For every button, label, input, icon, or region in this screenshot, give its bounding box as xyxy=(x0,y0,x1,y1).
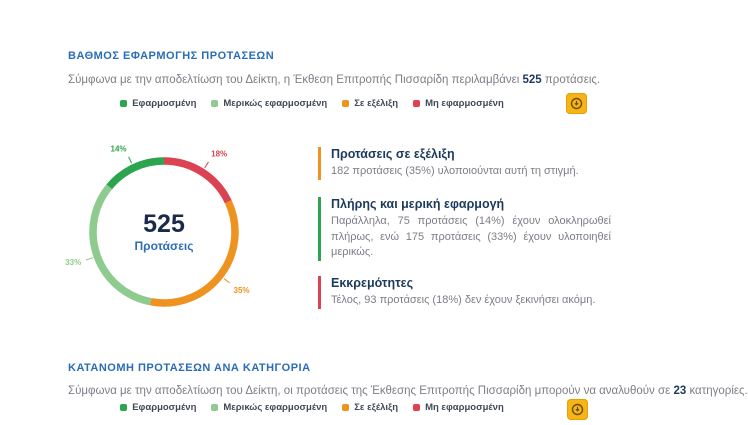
legend-label: Μη εφαρμοσμένη xyxy=(425,402,504,413)
donut-label-tick xyxy=(205,162,209,168)
section2-subtitle-text: Σύμφωνα με την αποδελτίωση του Δείκτη, οι προτάσεις της Έκθεσης Επιτροπής Πισσαρίδη μπορούν να αναλυθούν σε xyxy=(68,385,671,397)
legend-dot-implemented xyxy=(120,404,127,411)
implementation-donut-chart xyxy=(64,132,264,332)
donut-label-tick xyxy=(86,258,93,260)
donut-segment-0[interactable] xyxy=(164,161,228,202)
legend-dot-implemented xyxy=(120,100,127,107)
highlight-pending xyxy=(318,276,611,309)
legend-item-implemented[interactable] xyxy=(120,98,196,109)
highlight-title: Εκκρεμότητες xyxy=(331,276,414,290)
legend-item-partially-implemented[interactable] xyxy=(211,98,327,109)
donut-percent-label: 33% xyxy=(65,257,82,267)
download-icon xyxy=(570,97,583,110)
legend-label: Σε εξέλιξη xyxy=(354,98,399,109)
section2-subtitle-tail: κατηγορίες. xyxy=(689,385,748,397)
donut-percent-label: 18% xyxy=(211,149,228,159)
section2-title: ΚΑΤΑΝΟΜΗ ΠΡΟΤΑΣΕΩΝ ΑΝΑ ΚΑΤΗΓΟΡΙΑ xyxy=(68,362,311,374)
legend-label: Μερικώς εφαρμοσμένη xyxy=(223,98,328,109)
legend-item-not-implemented[interactable] xyxy=(413,98,504,109)
highlight-full-partial xyxy=(318,197,611,261)
donut-segment-3[interactable] xyxy=(109,161,164,187)
highlight-title: Πλήρης και μερική εφαρμογή xyxy=(331,197,505,211)
section1-subtitle-tail: προτάσεις. xyxy=(544,74,601,86)
donut-total-value: 525 xyxy=(143,209,185,238)
donut-segment-2[interactable] xyxy=(93,187,151,302)
legend-dot-not-implemented xyxy=(413,100,420,107)
legend-item-not-implemented[interactable] xyxy=(413,402,504,413)
donut-percent-label: 14% xyxy=(110,144,127,154)
donut-svg xyxy=(64,132,264,332)
legend-label: Μη εφαρμοσμένη xyxy=(425,98,504,109)
chart2-export-button[interactable] xyxy=(567,399,588,420)
legend-item-implemented[interactable] xyxy=(120,402,196,413)
highlight-body: 182 προτάσεις (35%) υλοποιούνται αυτή τη στιγμή. xyxy=(331,165,579,177)
chart2-legend xyxy=(0,402,624,413)
donut-total-label: Προτάσεις xyxy=(134,239,194,254)
section2-subtitle xyxy=(68,385,748,397)
legend-label: Εφαρμοσμένη xyxy=(132,402,197,413)
section2-subtitle-count: 23 xyxy=(673,385,687,397)
donut-label-tick xyxy=(129,157,132,163)
legend-item-in-progress[interactable] xyxy=(342,98,398,109)
donut-segment-1[interactable] xyxy=(151,202,235,303)
legend-dot-partially-implemented xyxy=(211,404,218,411)
highlight-body: Τέλος, 93 προτάσεις (18%) δεν έχουν ξεκινήσει ακόμη. xyxy=(331,294,596,306)
donut-percent-label: 35% xyxy=(233,285,250,295)
legend-item-in-progress[interactable] xyxy=(342,402,398,413)
legend-dot-in-progress xyxy=(342,404,349,411)
download-icon xyxy=(571,403,584,416)
highlight-title: Προτάσεις σε εξέλιξη xyxy=(331,147,455,161)
legend-item-partially-implemented[interactable] xyxy=(211,402,327,413)
section1-title: ΒΑΘΜΟΣ ΕΦΑΡΜΟΓΗΣ ΠΡΟΤΑΣΕΩΝ xyxy=(68,50,275,62)
chart1-legend xyxy=(0,98,624,109)
highlight-body: Παράλληλα, 75 προτάσεις (14%) έχουν ολοκληρωθεί πλήρως, ενώ 175 προτάσεις (33%) έχουν υλοποιηθεί μερικώς. xyxy=(331,215,611,259)
legend-label: Σε εξέλιξη xyxy=(354,402,399,413)
legend-dot-in-progress xyxy=(342,100,349,107)
legend-label: Εφαρμοσμένη xyxy=(132,98,197,109)
highlight-in-progress xyxy=(318,147,611,180)
chart1-export-button[interactable] xyxy=(566,93,587,114)
legend-label: Μερικώς εφαρμοσμένη xyxy=(223,402,328,413)
legend-dot-not-implemented xyxy=(413,404,420,411)
legend-dot-partially-implemented xyxy=(211,100,218,107)
donut-label-tick xyxy=(224,279,230,283)
section1-subtitle-text: Σύμφωνα με την αποδελτίωση του Δείκτη, η Έκθεση Επιτροπής Πισσαρίδη περιλαμβάνει xyxy=(68,74,520,86)
section1-subtitle xyxy=(68,74,600,86)
section1-subtitle-count: 525 xyxy=(522,74,542,86)
